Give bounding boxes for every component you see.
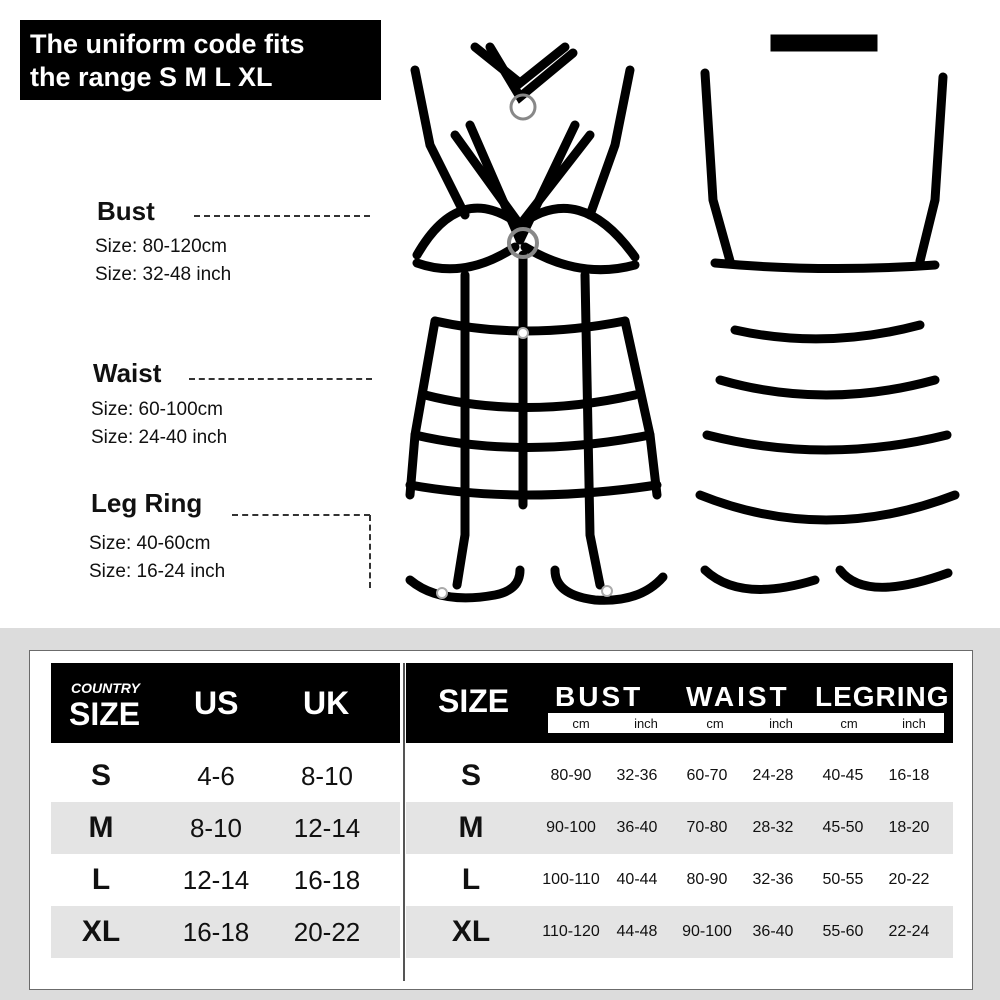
- row-uk: 16-18: [293, 865, 361, 895]
- row-size-2: M: [458, 811, 484, 844]
- bust-header: BUST: [555, 681, 644, 712]
- us-header: US: [194, 685, 239, 721]
- row-bust-cm: 80-90: [550, 767, 592, 784]
- row-size: XL: [81, 915, 121, 948]
- table-row: [406, 906, 953, 958]
- row-leg-cm: 45-50: [822, 819, 864, 836]
- row-leg-inch: 18-20: [888, 819, 930, 836]
- size-header: SIZE: [438, 683, 510, 719]
- leg-ring-vertical-dash: [369, 515, 371, 588]
- country-size-header: [51, 663, 400, 743]
- table-row: [51, 854, 400, 906]
- unit-waist-cm: cm: [706, 716, 724, 731]
- row-leg-cm: 40-45: [822, 767, 864, 784]
- row-size: S: [90, 759, 111, 792]
- table-row: [51, 906, 400, 958]
- row-leg-inch: 16-18: [888, 767, 930, 784]
- leg-ring-size-cm: Size: 40-60cm: [89, 533, 211, 554]
- harness-product-image: [395, 25, 975, 615]
- table-row: [406, 750, 953, 802]
- bust-sizes: [95, 236, 231, 286]
- row-uk: 12-14: [293, 813, 361, 843]
- row-size-2: XL: [451, 915, 491, 948]
- row-uk: 8-10: [300, 761, 354, 791]
- row-bust-inch: 40-44: [616, 871, 658, 888]
- waist-header: WAIST: [686, 681, 790, 712]
- front-view-harness: [410, 47, 663, 600]
- waist-size-cm: Size: 60-100cm: [91, 399, 224, 420]
- waist-dash-line: [189, 378, 372, 380]
- waist-title: Waist: [93, 358, 162, 388]
- row-waist-inch: 36-40: [752, 923, 794, 940]
- country-label: COUNTRY: [71, 680, 140, 696]
- unit-bust-inch: inch: [634, 716, 658, 731]
- leg-ring-measurement: [91, 488, 202, 519]
- bust-size-cm: Size: 80-120cm: [95, 236, 228, 257]
- waist-measurement: [93, 358, 161, 389]
- unit-leg-inch: inch: [902, 716, 926, 731]
- leg-ring-sizes: [89, 533, 225, 583]
- legring-header: LEGRING: [815, 681, 950, 712]
- unit-bust-cm: cm: [572, 716, 590, 731]
- row-leg-inch: 20-22: [888, 871, 930, 888]
- row-size: M: [88, 811, 114, 844]
- row-bust-cm: 100-110: [542, 871, 600, 888]
- row-waist-inch: 24-28: [752, 767, 794, 784]
- headline-line-1: The uniform code fits: [30, 29, 305, 59]
- row-waist-inch: 28-32: [752, 819, 794, 836]
- waist-sizes: [91, 399, 227, 449]
- bust-measurement: [97, 196, 155, 227]
- table-row: [51, 750, 400, 802]
- bust-size-inch: Size: 32-48 inch: [95, 264, 232, 285]
- row-size: L: [91, 863, 111, 896]
- row-leg-cm: 50-55: [822, 871, 864, 888]
- row-uk: 20-22: [293, 917, 361, 947]
- row-waist-cm: 60-70: [686, 767, 728, 784]
- row-us: 8-10: [189, 813, 243, 843]
- row-waist-cm: 70-80: [686, 819, 728, 836]
- bust-title: Bust: [97, 196, 155, 226]
- row-waist-inch: 32-36: [752, 871, 794, 888]
- row-leg-cm: 55-60: [822, 923, 864, 940]
- table-row: [51, 802, 400, 854]
- row-leg-inch: 22-24: [888, 923, 930, 940]
- unit-leg-cm: cm: [840, 716, 858, 731]
- waist-size-inch: Size: 24-40 inch: [91, 427, 228, 448]
- table-column-separator: [403, 663, 405, 981]
- back-view-harness: [700, 39, 955, 589]
- row-us: 4-6: [197, 761, 235, 791]
- unit-waist-inch: inch: [769, 716, 793, 731]
- row-size-2: S: [460, 759, 481, 792]
- table-row: [406, 854, 953, 906]
- row-size-2: L: [461, 863, 481, 896]
- country-size-label: SIZE: [69, 696, 141, 732]
- uk-header: UK: [303, 685, 350, 721]
- measurement-header: [406, 663, 953, 743]
- leg-ring-dash-line: [232, 514, 370, 516]
- bust-dash-line: [194, 215, 370, 217]
- row-bust-cm: 90-100: [546, 819, 596, 836]
- unit-subheader: [548, 713, 944, 733]
- leg-ring-size-inch: Size: 16-24 inch: [89, 561, 226, 582]
- row-us: 16-18: [182, 917, 250, 947]
- row-waist-cm: 90-100: [682, 923, 732, 940]
- row-waist-cm: 80-90: [686, 871, 728, 888]
- headline-line-2: the range S M L XL: [30, 62, 273, 92]
- headline-banner: [20, 20, 381, 100]
- row-bust-inch: 32-36: [616, 767, 658, 784]
- row-us: 12-14: [182, 865, 250, 895]
- row-bust-inch: 44-48: [616, 923, 658, 940]
- leg-ring-title: Leg Ring: [91, 488, 203, 518]
- row-bust-inch: 36-40: [616, 819, 658, 836]
- table-row: [406, 802, 953, 854]
- row-bust-cm: 110-120: [542, 923, 600, 940]
